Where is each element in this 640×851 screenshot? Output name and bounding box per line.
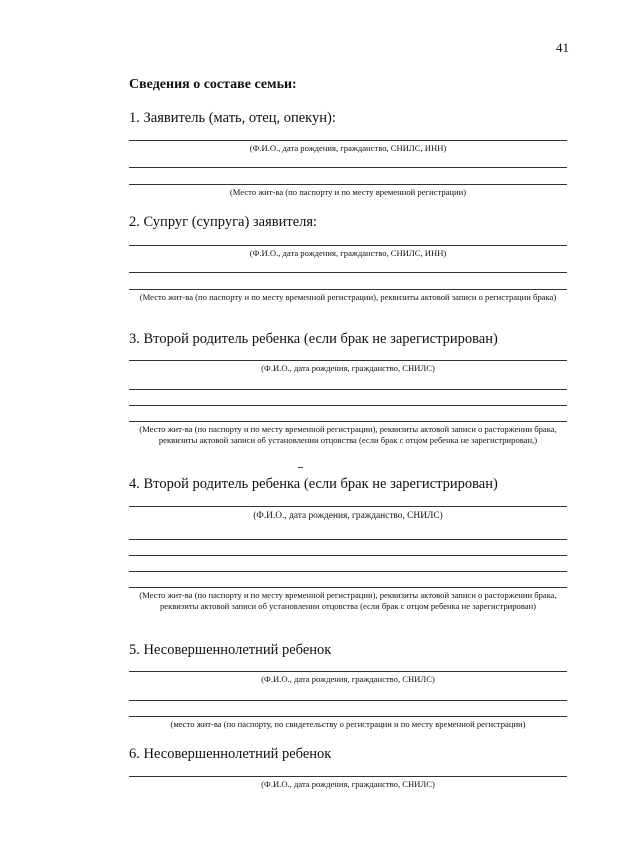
section-3-name-line[interactable] (129, 360, 567, 361)
section-3-address-line-1[interactable] (129, 389, 567, 390)
section-4-address-line-3[interactable] (129, 571, 567, 572)
section-6-name-caption: (Ф.И.О., дата рождения, гражданство, СНИЛС) (261, 779, 435, 789)
section-5-address-caption: (место жит-ва (по паспорту, по свидетельству о регистрации и по месту временной регистрации) (170, 719, 526, 729)
section-4-address-line-2[interactable] (129, 555, 567, 556)
section-3-name-caption: (Ф.И.О., дата рождения, гражданство, СНИЛС) (261, 363, 435, 373)
section-6-title: 6. Несовершеннолетний ребенок (129, 746, 332, 762)
section-2-address-caption: (Место жит-ва (по паспорту и по месту временной регистрации), реквизиты актовой записи о регистрации брака) (139, 292, 557, 302)
section-1-address-line-2[interactable] (129, 184, 567, 185)
page-number: 41 (556, 40, 569, 55)
section-2-title: 2. Супруг (супруга) заявителя: (129, 214, 318, 230)
section-1-title: 1. Заявитель (мать, отец, опекун): (129, 110, 336, 126)
section-4-name-caption: (Ф.И.О., дата рождения, гражданство, СНИЛС) (253, 511, 443, 521)
section-4-name-line[interactable] (129, 506, 567, 507)
section-1-name-caption: (Ф.И.О., дата рождения, гражданство, СНИЛС, ИНН) (249, 143, 447, 153)
section-5-address-line-1[interactable] (129, 700, 567, 701)
section-2-name-line[interactable] (129, 245, 567, 246)
section-3-address-caption: (Место жит-ва (по паспорту и по месту временной регистрации), реквизиты актовой записи о расторжении брака, реквизиты актовой записи об установлении отцовства (если брак с отцом ребенка не зарегистрирован,) (139, 424, 557, 445)
section-3-address-line-3[interactable] (129, 421, 567, 422)
section-6-name-line[interactable] (129, 776, 567, 777)
section-5-address-line-2[interactable] (129, 716, 567, 717)
section-5-name-caption: (Ф.И.О., дата рождения, гражданство, СНИЛС) (261, 674, 435, 684)
section-2-address-line-2[interactable] (129, 289, 567, 290)
section-4-address-caption: (Место жит-ва (по паспорту и по месту временной регистрации), реквизиты актовой записи о расторжении брака, реквизиты актовой записи об установлении отцовства (если брак с отцом ребенка не зарегистрирован) (139, 590, 557, 611)
stray-mark (298, 467, 303, 468)
section-5-title: 5. Несовершеннолетний ребенок (129, 642, 332, 658)
section-1-address-line-1[interactable] (129, 167, 567, 168)
section-5-name-line[interactable] (129, 671, 567, 672)
section-4-title: 4. Второй родитель ребенка (если брак не зарегистрирован) (129, 476, 498, 492)
section-4-address-line-1[interactable] (129, 539, 567, 540)
section-2-name-caption: (Ф.И.О., дата рождения, гражданство, СНИЛС, ИНН) (249, 248, 447, 258)
section-2-address-line-1[interactable] (129, 272, 567, 273)
form-heading: Сведения о составе семьи: (129, 77, 297, 92)
section-1-name-line[interactable] (129, 140, 567, 141)
section-4-address-line-4[interactable] (129, 587, 567, 588)
section-3-address-line-2[interactable] (129, 405, 567, 406)
section-1-address-caption: (Место жит-ва (по паспорту и по месту временной регистрации) (229, 187, 467, 197)
section-3-title: 3. Второй родитель ребенка (если брак не зарегистрирован) (129, 331, 498, 347)
